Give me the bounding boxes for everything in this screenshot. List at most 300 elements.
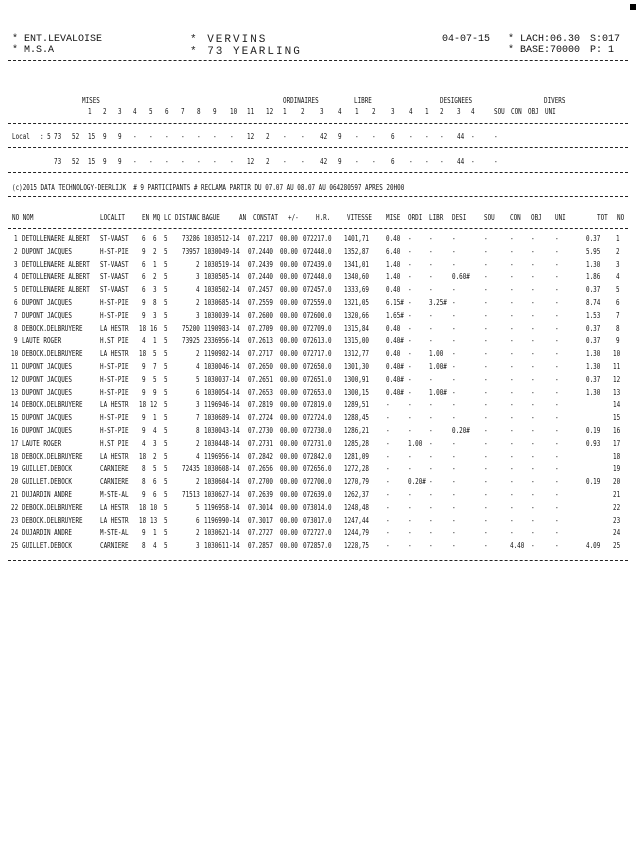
table-cell: 9 (14, 336, 18, 346)
table-cell: 00.00 (280, 285, 298, 295)
summary-col-header: 4 (133, 107, 137, 116)
table-cell: H.ST PIE (100, 438, 129, 448)
table-cell: - (429, 413, 433, 423)
table-cell: 5 (164, 490, 168, 499)
table-cell: - (408, 310, 412, 320)
race-location: * VERVINS (190, 34, 268, 46)
table-cell: 2 (196, 528, 200, 538)
summary-col-header: 2 (301, 107, 305, 116)
table-cell: 21 (612, 490, 620, 499)
table-cell: - (452, 451, 456, 461)
table-cell: 073014.0 (303, 502, 332, 512)
summary-local-value: 42 (320, 132, 328, 141)
table-col-header: NO (617, 213, 625, 222)
summary-local-value: - (471, 132, 475, 141)
table-cell: 1.65# (386, 310, 404, 320)
table-cell: 4 (196, 285, 200, 295)
table-cell: 9 (142, 528, 146, 538)
table-cell: 072440.0 (303, 272, 332, 282)
table-cell: 1030621-14 (204, 528, 240, 538)
table-cell: - (408, 464, 412, 474)
summary-local-value: - (372, 132, 376, 141)
table-cell: 00.00 (280, 349, 298, 359)
table-cell: - (408, 362, 412, 371)
table-cell: 1281,09 (344, 451, 369, 461)
summary-col-header: 1 (355, 107, 359, 116)
table-cell: 1244,79 (344, 528, 369, 538)
table-cell: - (510, 272, 514, 282)
table-cell: 1.00 (408, 438, 423, 448)
table-cell: 12 (612, 374, 620, 384)
table-cell: 3 (196, 400, 200, 410)
table-cell: - (531, 336, 535, 346)
table-cell: 5 (164, 272, 168, 282)
table-cell: CARNIERE (100, 541, 129, 551)
table-cell: 3 (196, 310, 200, 320)
table-cell: H-ST-PIE (100, 387, 129, 397)
table-cell: - (484, 336, 488, 346)
table-cell: 8 (153, 298, 157, 307)
table-cell: 15 (612, 413, 620, 423)
table-cell: - (510, 451, 514, 461)
table-cell: 5 (164, 285, 168, 295)
table-row (0, 528, 638, 537)
table-row (0, 503, 638, 512)
table-cell: 1030611-14 (204, 541, 240, 551)
table-cell: 9 (153, 387, 157, 397)
table-cell: 072842.0 (303, 451, 332, 461)
table-cell: H-ST-PIE (100, 362, 129, 371)
table-cell: 1.00# (429, 387, 447, 397)
table-cell: - (555, 490, 559, 499)
table-cell: CARNIERE (100, 477, 129, 487)
table-cell: - (429, 310, 433, 320)
table-cell: 9 (142, 362, 146, 371)
table-cell: 07.2730 (248, 426, 273, 435)
rule-table-header (8, 228, 628, 229)
table-cell: 0.40 (386, 234, 401, 243)
table-cell: 9 (142, 413, 146, 423)
table-cell: - (555, 374, 559, 384)
table-cell: 1248,48 (344, 502, 369, 512)
table-cell: - (408, 400, 412, 410)
table-cell: - (510, 400, 514, 410)
summary-local-value: 2 (266, 132, 270, 141)
table-cell: 2 (153, 451, 157, 461)
table-cell: - (429, 323, 433, 333)
table-cell: 1300,15 (344, 387, 369, 397)
table-cell: - (386, 528, 390, 538)
table-cell: 73925 (182, 336, 200, 346)
table-cell: 00.00 (280, 541, 298, 551)
table-cell: 6 (196, 387, 200, 397)
table-cell: - (555, 541, 559, 551)
table-cell: 1 (153, 336, 157, 346)
summary-local-value: 15 (88, 132, 96, 141)
table-cell: 18 (138, 349, 146, 359)
table-col-header: LIBR (429, 213, 444, 222)
table-cell: 1.00# (429, 362, 447, 371)
table-col-header: DISTANC (175, 213, 200, 222)
table-cell: 1.40 (386, 259, 401, 269)
table-cell: - (484, 438, 488, 448)
table-cell: 18 (138, 502, 146, 512)
table-cell: - (510, 464, 514, 474)
summary-col-header: 9 (213, 107, 217, 116)
table-cell: 00.00 (280, 400, 298, 410)
copyright-line: (c)2015 DATA TECHNOLOGY-DEERLIJK # 9 PARTICIPANTS # RECLAMA PARTIR DU 07.07 AU 08.07 AU 064280597 APRES 20H00 (12, 183, 405, 192)
table-row (0, 541, 638, 550)
summary-total-value: - (197, 157, 201, 166)
table-cell: 5 (196, 374, 200, 384)
table-cell: 18 (138, 451, 146, 461)
table-cell: - (484, 285, 488, 295)
table-cell: 07.2440 (248, 246, 273, 256)
table-cell: 9 (142, 490, 146, 499)
table-cell: 07.2639 (248, 490, 273, 499)
table-cell: 2 (196, 349, 200, 359)
table-cell: - (510, 285, 514, 295)
table-cell: 1312,77 (344, 349, 369, 359)
rule-top (8, 60, 628, 61)
table-col-header: BAGUE (202, 213, 220, 222)
table-cell: 5 (164, 387, 168, 397)
table-cell: 0.20# (452, 426, 470, 435)
table-cell: - (484, 426, 488, 435)
table-cell: 00.00 (280, 272, 298, 282)
table-col-header: AN (239, 213, 247, 222)
table-cell: 7 (616, 310, 620, 320)
table-cell: - (510, 426, 514, 435)
table-cell: - (452, 323, 456, 333)
summary-total-value: - (440, 157, 444, 166)
table-cell: 072731.0 (303, 438, 332, 448)
table-cell: M-STE-AL (100, 528, 129, 538)
base-value: * BASE:70000 (508, 45, 581, 56)
table-cell: - (484, 374, 488, 384)
table-cell: - (484, 323, 488, 333)
table-cell: 5 (153, 464, 157, 474)
table-cell: 0.37 (585, 285, 600, 295)
table-cell: 1030604-14 (204, 477, 240, 487)
summary-total-value: - (230, 157, 234, 166)
table-cell: 1 (14, 234, 18, 243)
summary-col-header: 2 (440, 107, 444, 116)
summary-col-header: 8 (197, 107, 201, 116)
summary-total-value: - (133, 157, 137, 166)
table-cell: - (429, 426, 433, 435)
table-cell: - (531, 259, 535, 269)
summary-col-header: 12 (266, 107, 274, 116)
table-row (0, 311, 638, 320)
table-row (0, 234, 638, 243)
table-cell: 1321,05 (344, 298, 369, 307)
table-cell: 2 (14, 246, 18, 256)
table-cell: 00.00 (280, 234, 298, 243)
table-cell: CARNIERE (100, 464, 129, 474)
table-cell: 072857.0 (303, 541, 332, 551)
table-cell: 1196956-14 (204, 451, 240, 461)
table-cell: 00.00 (280, 426, 298, 435)
table-cell: - (510, 528, 514, 538)
table-cell: - (531, 298, 535, 307)
table-cell: 12 (149, 400, 157, 410)
table-col-header: UNI (555, 213, 566, 222)
table-cell: H-ST-PIE (100, 374, 129, 384)
summary-local-value: 9 (118, 132, 122, 141)
table-row (0, 400, 638, 409)
table-cell: 1030627-14 (204, 490, 240, 499)
table-cell: 9 (142, 374, 146, 384)
table-cell: 2 (196, 438, 200, 448)
table-col-header: CON (510, 213, 521, 222)
table-cell: 07.2727 (248, 528, 273, 538)
table-cell: - (531, 541, 535, 551)
table-cell: 1030519-14 (204, 259, 240, 269)
summary-col-header: OBJ (528, 107, 539, 116)
table-cell: 4 (142, 336, 146, 346)
summary-group-label: MISES (82, 96, 100, 105)
summary-col-header: UNI (545, 107, 556, 116)
table-cell: 072217.0 (303, 234, 332, 243)
summary-local-value: - (133, 132, 137, 141)
table-cell: 00.00 (280, 387, 298, 397)
table-cell: 20 (10, 477, 18, 487)
table-cell: - (531, 374, 535, 384)
table-cell: - (429, 477, 433, 487)
corner-mark (630, 4, 636, 10)
table-row (0, 260, 638, 269)
table-cell: 6 (153, 234, 157, 243)
table-cell: 00.00 (280, 298, 298, 307)
table-cell: DEBOCK.DELBRUYERE (22, 515, 83, 525)
table-cell: 1352,87 (344, 246, 369, 256)
table-cell: 1288,45 (344, 413, 369, 423)
rule-summary-1 (8, 123, 628, 124)
table-cell: - (429, 259, 433, 269)
table-cell: 2336956-14 (204, 336, 240, 346)
summary-local-value: 12 (247, 132, 255, 141)
table-cell: - (555, 259, 559, 269)
summary-total-value: 6 (391, 157, 395, 166)
table-cell: 1190982-14 (204, 349, 240, 359)
table-cell: 1.30 (585, 387, 600, 397)
table-cell: - (408, 234, 412, 243)
table-cell: DEBOCK.DELBRUYERE (22, 400, 83, 410)
table-cell: 00.00 (280, 310, 298, 320)
table-cell: DUPONT JACQUES (22, 387, 72, 397)
table-cell: 3 (153, 310, 157, 320)
table-cell: - (408, 336, 412, 346)
table-cell: - (452, 541, 456, 551)
table-cell: 5 (164, 298, 168, 307)
table-cell: 18 (138, 323, 146, 333)
summary-local-value: - (197, 132, 201, 141)
table-cell: - (452, 336, 456, 346)
summary-col-header: 5 (149, 107, 153, 116)
table-cell: 07.2440 (248, 272, 273, 282)
table-cell: DETOLLENAERE ALBERT (22, 272, 90, 282)
table-cell: 072724.0 (303, 413, 332, 423)
table-cell: 1262,37 (344, 490, 369, 499)
table-cell: - (452, 234, 456, 243)
table-cell: 22 (612, 502, 620, 512)
table-cell: - (484, 515, 488, 525)
table-cell: 0.60# (452, 272, 470, 282)
table-cell: - (510, 362, 514, 371)
table-cell: 5 (164, 438, 168, 448)
table-cell: - (408, 323, 412, 333)
table-cell: - (531, 285, 535, 295)
table-cell: 8 (616, 323, 620, 333)
table-cell: 1030043-14 (204, 426, 240, 435)
table-cell: 07.2457 (248, 285, 273, 295)
table-cell: 2 (616, 246, 620, 256)
table-cell: 6 (142, 272, 146, 282)
table-cell: 13 (612, 387, 620, 397)
table-cell: H-ST-PIE (100, 426, 129, 435)
table-cell: 1.53 (585, 310, 600, 320)
summary-col-header: 4 (338, 107, 342, 116)
table-cell: 1030037-14 (204, 374, 240, 384)
table-cell: 1030689-14 (204, 413, 240, 423)
table-cell: - (452, 438, 456, 448)
table-cell: 0.93 (585, 438, 600, 448)
table-cell: 0.40 (386, 285, 401, 295)
summary-local-value: 9 (103, 132, 107, 141)
summary-total-value: 52 (72, 157, 80, 166)
table-cell: - (555, 477, 559, 487)
table-cell: 072717.0 (303, 349, 332, 359)
table-cell: 5 (164, 400, 168, 410)
table-cell: - (429, 285, 433, 295)
table-cell: 1030448-14 (204, 438, 240, 448)
table-cell: - (429, 528, 433, 538)
summary-total-value: 9 (338, 157, 342, 166)
table-row (0, 272, 638, 281)
table-col-header: VITESSE (347, 213, 372, 222)
table-cell: 1 (616, 234, 620, 243)
table-cell: 5 (164, 349, 168, 359)
table-cell: 1333,69 (344, 285, 369, 295)
table-cell: 1300,91 (344, 374, 369, 384)
summary-local-value: 9 (338, 132, 342, 141)
summary-col-header: CON (511, 107, 522, 116)
table-cell: 18 (612, 451, 620, 461)
table-cell: 7 (14, 310, 18, 320)
table-cell: 1030505-14 (204, 272, 240, 282)
table-cell: 1228,75 (344, 541, 369, 551)
table-cell: 1270,79 (344, 477, 369, 487)
summary-col-header: 1 (283, 107, 287, 116)
table-cell: H-ST-PIE (100, 246, 129, 256)
table-cell: - (408, 413, 412, 423)
table-cell: - (531, 246, 535, 256)
summary-local-value: - (181, 132, 185, 141)
table-cell: 07.2700 (248, 477, 273, 487)
release-time: * LACH:06.30 (508, 34, 581, 45)
table-cell: 1030502-14 (204, 285, 240, 295)
table-cell: - (555, 272, 559, 282)
table-cell: 1.86 (585, 272, 600, 282)
table-cell: 73286 (182, 234, 200, 243)
table-row (0, 477, 638, 486)
table-cell: 14 (612, 400, 620, 410)
table-cell: - (555, 323, 559, 333)
table-cell: 4 (153, 541, 157, 551)
table-cell: 07.2653 (248, 387, 273, 397)
summary-local-value: - (409, 132, 413, 141)
table-cell: - (531, 438, 535, 448)
table-cell: 15 (10, 413, 18, 423)
table-cell: 0.40# (386, 362, 404, 371)
table-cell: 00.00 (280, 413, 298, 423)
table-cell: - (452, 362, 456, 371)
table-cell: DEBOCK.DELBRUYERE (22, 349, 83, 359)
table-cell: 00.00 (280, 451, 298, 461)
table-cell: 1247,44 (344, 515, 369, 525)
table-cell: 73957 (182, 246, 200, 256)
table-cell: 18 (138, 400, 146, 410)
club-name: * ENT.LEVALOISE (12, 34, 103, 45)
table-cell: - (555, 426, 559, 435)
table-cell: - (484, 451, 488, 461)
table-cell: 0.40# (386, 336, 404, 346)
table-cell: 16 (149, 323, 157, 333)
table-cell: 1030608-14 (204, 464, 240, 474)
table-cell: 00.00 (280, 374, 298, 384)
table-cell: 25 (10, 541, 18, 551)
summary-total-value: - (165, 157, 169, 166)
table-cell: 07.2842 (248, 451, 273, 461)
table-cell: 14 (10, 400, 18, 410)
table-row (0, 439, 638, 448)
table-cell: 0.37 (585, 374, 600, 384)
table-cell: 5 (164, 464, 168, 474)
table-cell: 0.37 (585, 234, 600, 243)
table-cell: 6.15# (386, 298, 404, 307)
table-cell: - (452, 310, 456, 320)
summary-total-value: 42 (320, 157, 328, 166)
table-cell: 1.30 (585, 362, 600, 371)
table-cell: 6 (14, 298, 18, 307)
table-cell: 6 (153, 490, 157, 499)
table-cell: - (531, 477, 535, 487)
table-cell: DUPONT JACQUES (22, 362, 72, 371)
table-cell: - (510, 515, 514, 525)
table-cell: 07.2651 (248, 374, 273, 384)
summary-total-value: - (213, 157, 217, 166)
table-cell: - (408, 528, 412, 538)
table-cell: 3 (153, 285, 157, 295)
table-cell: - (555, 285, 559, 295)
table-cell: - (555, 400, 559, 410)
summary-total-value: - (409, 157, 413, 166)
table-row (0, 375, 638, 384)
table-cell: 8 (14, 323, 18, 333)
table-cell: 1272,28 (344, 464, 369, 474)
table-cell: 24 (612, 528, 620, 538)
table-cell: 6.40 (386, 246, 401, 256)
table-col-header: DESI (452, 213, 467, 222)
table-cell: - (531, 349, 535, 359)
summary-col-header: 11 (247, 107, 255, 116)
table-cell: 2 (153, 246, 157, 256)
table-cell: 3 (153, 438, 157, 448)
table-cell: 16 (612, 426, 620, 435)
summary-local-value: : 5 (40, 132, 51, 141)
table-cell: 6 (616, 298, 620, 307)
